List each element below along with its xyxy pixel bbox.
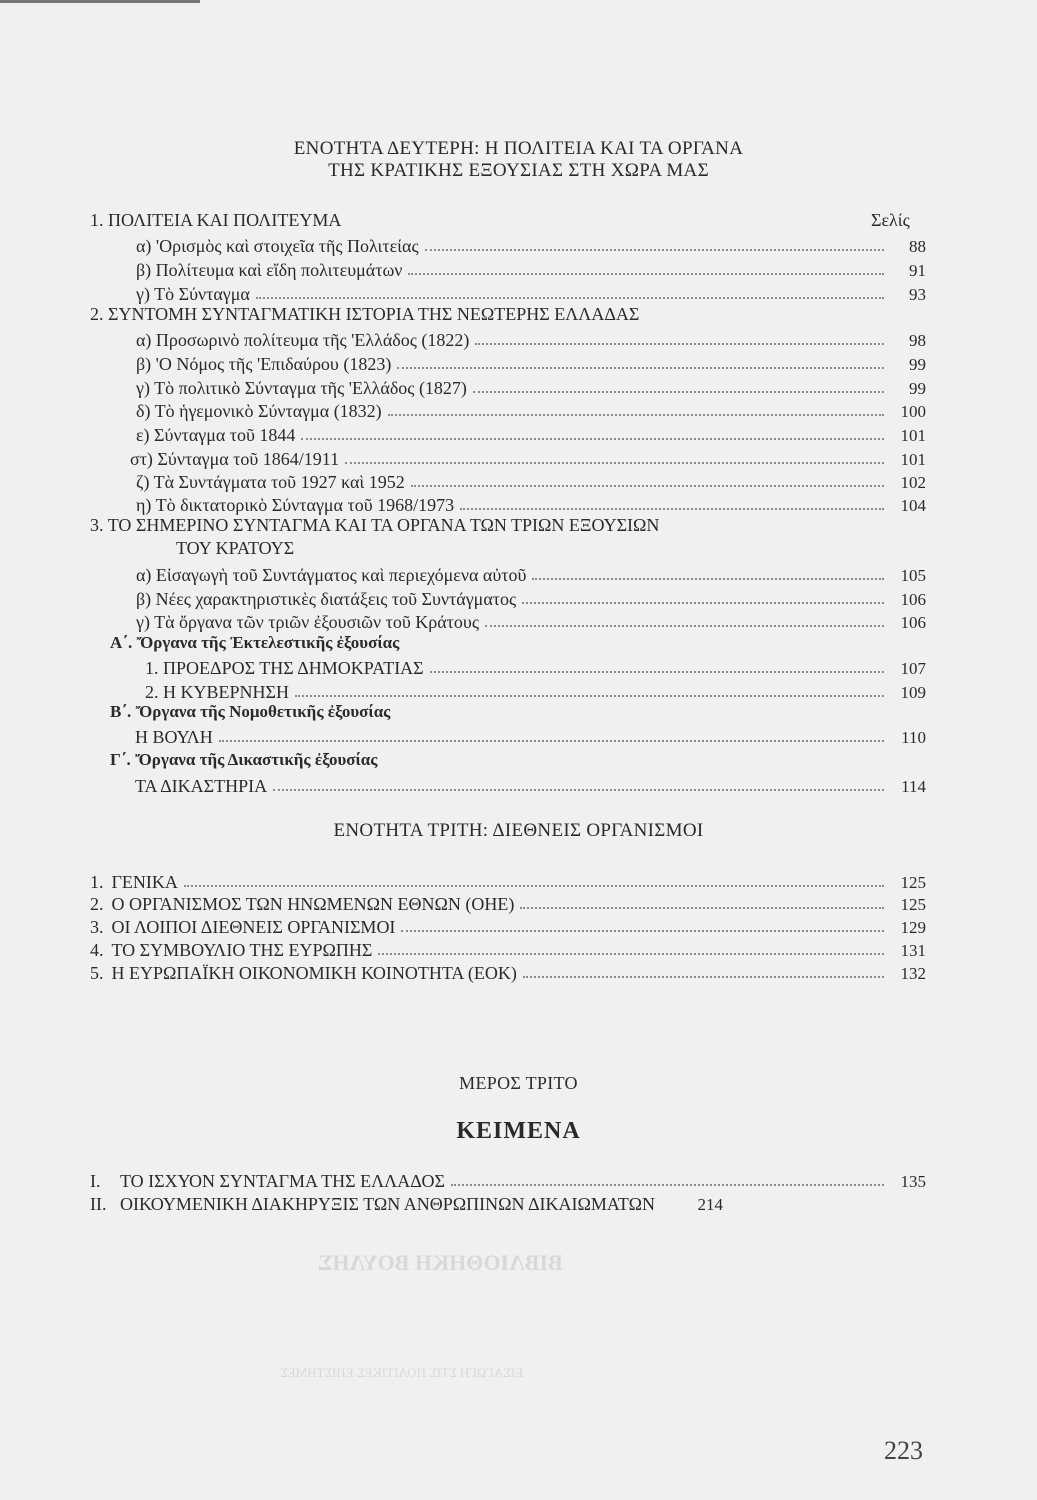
toc-entry-label: Ο ΟΡΓΑΝΙΣΜΟΣ ΤΩΝ ΗΝΩΜΕΝΩΝ ΕΘΝΩΝ (ΟΗΕ) [111, 894, 515, 914]
toc-entry[interactable] [136, 562, 926, 586]
dot-leader [451, 1184, 884, 1186]
dot-leader [425, 249, 884, 251]
dot-leader [473, 391, 884, 393]
dot-leader [256, 297, 884, 299]
toc-entry-label: ΟΙ ΛΟΙΠΟΙ ΔΙΕΘΝΕΙΣ ΟΡΓΑΝΙΣΜΟΙ [111, 917, 396, 937]
toc-entry[interactable] [90, 1191, 926, 1215]
toc-entry-number: 2. [90, 894, 104, 914]
toc-entry[interactable] [136, 375, 926, 399]
toc-entry[interactable] [136, 586, 926, 610]
dot-leader [295, 695, 884, 697]
toc-entry-label: γ) Τὸ πολιτικὸ Σύνταγμα τῆς 'Ελλάδος (1827) [136, 378, 467, 398]
dot-leader [184, 885, 884, 887]
toc-entry[interactable] [90, 1168, 926, 1192]
toc-page-number: 110 [901, 728, 926, 747]
toc-page-number: 214 [697, 1195, 723, 1214]
dot-leader [408, 273, 884, 275]
toc-entry-number: 3. [90, 917, 104, 937]
toc-entry-label: ε) Σύνταγμα τοῦ 1844 [136, 425, 296, 445]
toc-entry-label: ΤΑ ΔΙΚΑΣΤΗΡΙΑ [135, 776, 268, 796]
page-column-label: Σελίς [871, 210, 910, 230]
toc-entry-label: β) Νέες χαρακτηριστικὲς διατάξεις τοῦ Συντάγματος [136, 589, 517, 609]
chapter-3-title [90, 515, 659, 536]
toc-entry[interactable] [136, 492, 926, 516]
toc-page-number: 99 [909, 379, 926, 398]
toc-page-number: 107 [900, 659, 926, 678]
toc-entry[interactable] [136, 257, 926, 281]
toc-page-number: 131 [900, 941, 926, 960]
toc-page-number: 93 [909, 285, 926, 304]
toc-page-number: 105 [900, 566, 926, 585]
toc-entry[interactable] [145, 655, 926, 679]
toc-page-number: 109 [900, 683, 926, 702]
dot-leader [401, 930, 884, 932]
toc-page-number: 125 [900, 873, 926, 892]
toc-page-number: 106 [900, 613, 926, 632]
chapter-title: ΤΟ ΣΗΜΕΡΙΝΟ ΣΥΝΤΑΓΜΑ ΚΑΙ ΤΑ ΟΡΓΑΝΑ ΤΩΝ ΤΡΙΩΝ ΕΞΟΥΣΙΩΝ [107, 515, 660, 535]
dot-leader [388, 414, 884, 416]
chapter-1-title [90, 210, 341, 231]
chapter-3-title-cont: ΤΟΥ ΚΡΑΤΟΥΣ [176, 538, 295, 558]
toc-entry[interactable] [136, 398, 926, 422]
toc-entry-number: 4. [90, 940, 104, 960]
chapter-number: 2. [90, 304, 104, 324]
chapter-number: 1. [90, 210, 104, 230]
toc-entry[interactable] [90, 937, 926, 961]
toc-entry[interactable] [136, 609, 926, 633]
toc-page-number: 101 [900, 450, 926, 469]
toc-page-number: 104 [900, 496, 926, 515]
dot-leader [219, 740, 884, 742]
toc-entry[interactable] [136, 351, 926, 375]
dot-leader [485, 625, 884, 627]
toc-page-number: 100 [900, 402, 926, 421]
chapter-number: 3. [90, 515, 104, 535]
toc-entry[interactable] [145, 679, 926, 703]
toc-entry-label: δ) Τὸ ἡγεμονικὸ Σύνταγμα (1832) [136, 401, 382, 421]
section2-title-line2: ΤΗΣ ΚΡΑΤΙΚΗΣ ΕΞΟΥΣΙΑΣ ΣΤΗ ΧΩΡΑ ΜΑΣ [328, 160, 709, 181]
toc-entry-label: ΟΙΚΟΥΜΕΝΙΚΗ ΔΙΑΚΗΡΥΞΙΣ ΤΩΝ ΑΝΘΡΩΠΙΝΩΝ ΔΙΚΑΙΩΜΑΤΩΝ [120, 1194, 655, 1214]
dot-leader [378, 953, 884, 955]
group-a-heading: Α΄. Ὄργανα τῆς Ἐκτελεστικῆς ἐξουσίας [110, 633, 400, 652]
library-stamp-caption-bleedthrough: ΕΙΣΑΓΩΓΗ ΣΤΙΣ ΠΟΛΙΤΙΚΕΣ ΕΠΙΣΤΗΜΕΣ [280, 1365, 524, 1380]
toc-entry[interactable] [135, 724, 926, 748]
toc-entry-label: γ) Τὸ Σύνταγμα [136, 284, 250, 304]
dot-leader [397, 367, 884, 369]
toc-entry-label: β) Πολίτευμα καὶ εἴδη πολιτευμάτων [136, 260, 403, 280]
toc-entry[interactable] [90, 914, 926, 938]
dot-leader [273, 789, 884, 791]
page-number: 223 [884, 1436, 923, 1465]
toc-page-number: 114 [901, 777, 926, 796]
toc-entry[interactable] [135, 773, 926, 797]
section3-title: ΕΝΟΤΗΤΑ ΤΡΙΤΗ: ΔΙΕΘΝΕΙΣ ΟΡΓΑΝΙΣΜΟΙ [333, 820, 704, 841]
dot-leader [522, 602, 884, 604]
toc-page-number: 88 [909, 237, 926, 256]
group-b-heading: Β΄. Ὄργανα τῆς Νομοθετικῆς ἐξουσίας [110, 702, 391, 721]
toc-entry[interactable] [90, 960, 926, 984]
dot-leader [523, 976, 884, 978]
toc-entry-label: α) 'Ορισμὸς καὶ στοιχεῖα τῆς Πολιτείας [136, 236, 419, 256]
dot-leader [345, 462, 884, 464]
toc-page-number: 99 [909, 355, 926, 374]
toc-entry[interactable] [90, 869, 926, 893]
dot-leader [411, 485, 884, 487]
dot-leader [475, 343, 884, 345]
dot-leader [430, 671, 884, 673]
toc-entry-label: ΤΟ ΣΥΜΒΟΥΛΙΟ ΤΗΣ ΕΥΡΩΠΗΣ [111, 940, 373, 960]
dot-leader [460, 508, 884, 510]
toc-entry-number: Ι. [90, 1171, 101, 1191]
toc-entry[interactable] [136, 281, 926, 305]
chapter-title: ΣΥΝΤΟΜΗ ΣΥΝΤΑΓΜΑΤΙΚΗ ΙΣΤΟΡΙΑ ΤΗΣ ΝΕΩΤΕΡΗΣ ΕΛΛΑΔΑΣ [108, 304, 640, 324]
dot-leader [532, 578, 884, 580]
toc-entry-label: η) Τὸ δικτατορικὸ Σύνταγμα τοῦ 1968/1973 [136, 495, 455, 515]
toc-page-number: 106 [900, 590, 926, 609]
toc-entry-label: ΤΟ ΙΣΧΥΟΝ ΣΥΝΤΑΓΜΑ ΤΗΣ ΕΛΛΑΔΟΣ [120, 1171, 445, 1191]
toc-entry-label: 1. ΠΡΟΕΔΡΟΣ ΤΗΣ ΔΗΜΟΚΡΑΤΙΑΣ [145, 658, 424, 678]
toc-entry-number: 5. [90, 963, 104, 983]
toc-entry[interactable] [90, 891, 926, 915]
toc-page-number: 135 [900, 1172, 926, 1191]
toc-page-number: 91 [909, 261, 926, 280]
scan-edge [0, 0, 200, 3]
dot-leader [520, 907, 884, 909]
part3-subtitle: ΚΕΙΜΕΝΑ [456, 1118, 581, 1144]
toc-entry-label: Η ΕΥΡΩΠΑΪΚΗ ΟΙΚΟΝΟΜΙΚΗ ΚΟΙΝΟΤΗΤΑ (ΕΟΚ) [111, 963, 517, 983]
toc-page-number: 101 [900, 426, 926, 445]
toc-entry-label: α) Προσωρινὸ πολίτευμα τῆς 'Ελλάδος (1822) [136, 330, 470, 350]
toc-entry-label: γ) Τὰ ὄργανα τῶν τριῶν ἐξουσιῶν τοῦ Κράτους [136, 612, 479, 632]
library-stamp-bleedthrough: ΒΙΒΛΙΟΘΗΚΗ ΒΟΥΛΗΣ [318, 1250, 563, 1275]
toc-page-number: 125 [900, 895, 926, 914]
toc-entry-label: α) Εἰσαγωγὴ τοῦ Συντάγματος καὶ περιεχόμενα αὐτοῦ [136, 565, 527, 585]
toc-page-number: 98 [909, 331, 926, 350]
part3-title: ΜΕΡΟΣ ΤΡΙΤΟ [459, 1073, 578, 1093]
toc-entry-label: Η ΒΟΥΛΗ [135, 727, 213, 747]
toc-entry[interactable] [136, 469, 926, 493]
chapter-2-title [90, 304, 639, 325]
toc-entry-label: ζ) Τὰ Συντάγματα τοῦ 1927 καὶ 1952 [136, 472, 405, 492]
toc-entry-label: 2. Η ΚΥΒΕΡΝΗΣΗ [145, 682, 289, 702]
toc-entry-label: στ) Σύνταγμα τοῦ 1864/1911 [130, 449, 340, 469]
dot-leader [301, 438, 884, 440]
toc-entry-label: ΓΕΝΙΚΑ [111, 872, 178, 892]
toc-page-number: 129 [900, 918, 926, 937]
chapter-title: ΠΟΛΙΤΕΙΑ ΚΑΙ ΠΟΛΙΤΕΥΜΑ [108, 210, 342, 230]
toc-entry-label: β) 'Ο Νόμος τῆς 'Επιδαύρου (1823) [136, 354, 392, 374]
section2-title-line1: ΕΝΟΤΗΤΑ ΔΕΥΤΕΡΗ: Η ΠΟΛΙΤΕΙΑ ΚΑΙ ΤΑ ΟΡΓΑΝΑ [293, 138, 744, 159]
toc-entry-number: 1. [90, 872, 104, 892]
toc-entry-number: ΙΙ. [90, 1194, 107, 1214]
toc-page-number: 132 [900, 964, 926, 983]
toc-entry[interactable] [130, 446, 926, 470]
toc-entry[interactable] [136, 422, 926, 446]
toc-entry[interactable] [136, 327, 926, 351]
toc-page-number: 102 [900, 473, 926, 492]
toc-entry[interactable] [136, 233, 926, 257]
group-c-heading: Γ΄. Ὄργανα τῆς Δικαστικῆς ἐξουσίας [110, 750, 378, 769]
